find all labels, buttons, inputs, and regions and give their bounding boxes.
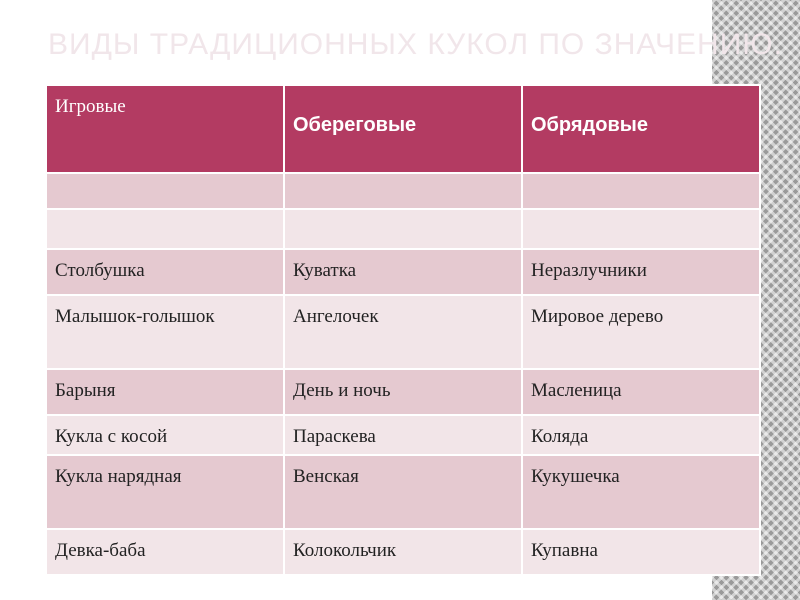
table-row: [46, 415, 760, 455]
table-cell: [46, 209, 284, 249]
table-cell: Венская: [284, 455, 522, 529]
table-row: [46, 249, 760, 295]
table-cell: [284, 209, 522, 249]
table-cell: Коляда: [522, 415, 760, 455]
table-cell: Барыня: [46, 369, 284, 415]
table-cell: [522, 209, 760, 249]
table-header-row: [46, 85, 760, 173]
table-cell: Кукла нарядная: [46, 455, 284, 529]
table-cell: Колокольчик: [284, 529, 522, 575]
table-cell: Неразлучники: [522, 249, 760, 295]
table-cell: [522, 173, 760, 209]
table-row: [46, 455, 760, 529]
table-row: [46, 295, 760, 369]
slide-title: ВИДЫ ТРАДИЦИОННЫХ КУКОЛ ПО ЗНАЧЕНИЮ.: [48, 28, 783, 61]
table-cell: Кукушечка: [522, 455, 760, 529]
header-cell-igrovye: Игровые: [46, 85, 284, 173]
table-row: [46, 173, 760, 209]
table-row: [46, 209, 760, 249]
table-cell: День и ночь: [284, 369, 522, 415]
header-cell-oberegovye: Обереговые: [284, 85, 522, 173]
header-cell-obryadovye: Обрядовые: [522, 85, 760, 173]
dolls-table: [45, 84, 761, 576]
table-cell: Параскева: [284, 415, 522, 455]
table-cell: Мировое дерево: [522, 295, 760, 369]
table-cell: Куватка: [284, 249, 522, 295]
table-cell: Ангелочек: [284, 295, 522, 369]
table-cell: Кукла с косой: [46, 415, 284, 455]
table-cell: Девка-баба: [46, 529, 284, 575]
table-cell: Малышок-голышок: [46, 295, 284, 369]
table-cell: [284, 173, 522, 209]
table-cell: [46, 173, 284, 209]
table-row: [46, 369, 760, 415]
table-row: [46, 529, 760, 575]
table-cell: Столбушка: [46, 249, 284, 295]
table-cell: Купавна: [522, 529, 760, 575]
table-cell: Масленица: [522, 369, 760, 415]
